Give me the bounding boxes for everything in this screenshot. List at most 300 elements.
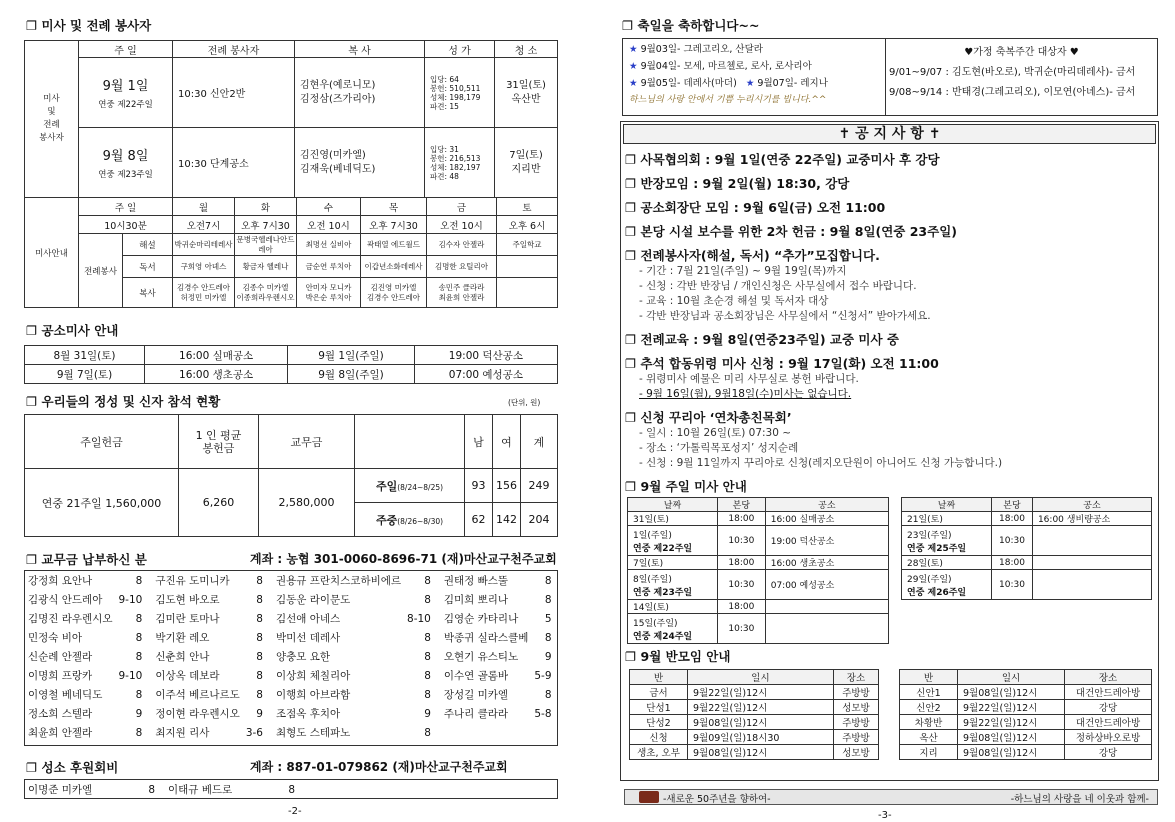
donor-month: 8 bbox=[256, 688, 263, 701]
role-cell: 김수자 안젤라 bbox=[427, 234, 497, 256]
donor-month: 8 bbox=[256, 593, 263, 606]
donor-name: 김명진 라우렌시오 bbox=[28, 613, 113, 625]
gongso-cell: 9월 7일(토) bbox=[25, 365, 145, 384]
donor-month: 8 bbox=[544, 688, 552, 701]
server-name: 김현우(예로니모) bbox=[300, 79, 376, 91]
donor-name bbox=[441, 723, 531, 742]
gongso-cell: 9월 1일(주일) bbox=[288, 346, 415, 365]
donor-month: 8 bbox=[424, 650, 431, 663]
star-icon: ★ bbox=[745, 78, 755, 89]
ban-head-row bbox=[630, 670, 879, 685]
ban-table-left bbox=[629, 669, 879, 760]
donor-name: 박종귀 실라스클베 bbox=[443, 632, 529, 644]
donor-month: 5-8 bbox=[534, 707, 552, 720]
gongso-mass-title: ❐ 공소미사 안내 bbox=[26, 323, 119, 338]
notice-heading: ❐ 전례교육 : 9월 8일(연중23주일) 교중 미사 중 bbox=[625, 332, 900, 347]
mass-day: 29일(주일) bbox=[907, 574, 952, 585]
family-title: ♥가정 축복주간 대상자 ♥ bbox=[964, 47, 1079, 58]
mass-day: 31일(토) bbox=[633, 515, 669, 525]
ban-head: 일시 bbox=[958, 670, 1065, 685]
donor-month: 8 bbox=[256, 612, 263, 625]
attend-val: 204 bbox=[521, 503, 558, 537]
gongso-table bbox=[24, 345, 558, 384]
role-cell: 안미자 모니카 박은순 루치아 bbox=[297, 278, 361, 308]
notice-heading: ❐ 사목협의회 : 9월 1일(연중 22주일) 교중미사 후 강당 bbox=[625, 152, 940, 167]
feast-item: 9월05일- 데레사(마더) bbox=[640, 78, 737, 89]
donor-name: 이명희 프랑카 bbox=[28, 670, 93, 682]
donor-row bbox=[25, 628, 562, 647]
mass-date bbox=[902, 526, 992, 556]
donor-row bbox=[25, 704, 562, 723]
mass-date bbox=[628, 512, 718, 526]
ban-place: 강당 bbox=[1065, 700, 1152, 715]
mass-sub: 연중 제24주일 bbox=[633, 631, 693, 642]
donor-month: 9-10 bbox=[118, 669, 143, 682]
ban-time: 9월22일(일)12시 bbox=[688, 700, 834, 715]
t2-day: 주 일 bbox=[79, 198, 173, 216]
donor-month: 8 bbox=[544, 593, 552, 606]
notice-title: ✝ 공 지 사 항 ✝ bbox=[623, 124, 1156, 144]
notice-line: - 교육 : 10월 초순경 해설 및 독서자 대상 bbox=[639, 295, 829, 307]
mass-guide bbox=[621, 495, 1158, 645]
star-icon: ★ bbox=[629, 44, 638, 55]
donor-row bbox=[25, 609, 562, 628]
t2-time: 오후 6시 bbox=[497, 216, 558, 234]
ban-title: ❐ 9월 반모임 안내 bbox=[625, 649, 731, 664]
ban-head: 장소 bbox=[833, 670, 878, 685]
feast-item: 9월03일- 그레고리오, 산달라 bbox=[640, 44, 763, 55]
ban-time: 9월08일(일)12시 bbox=[958, 730, 1065, 745]
role-cell bbox=[497, 278, 558, 308]
t2-time: 오전7시 bbox=[173, 216, 235, 234]
t1-head: 복 사 bbox=[295, 41, 425, 58]
t1-head: 주 일 bbox=[79, 41, 173, 58]
mass-gongso bbox=[1032, 526, 1151, 556]
attend-range: (8/24~8/25) bbox=[397, 482, 444, 492]
server-name: 김재욱(베네딕도) bbox=[300, 163, 376, 175]
mass-row bbox=[628, 570, 889, 600]
donor-name: 장성길 미카엘 bbox=[443, 689, 509, 701]
donor-row bbox=[25, 685, 562, 704]
ban-name: 차황반 bbox=[900, 715, 958, 730]
service-time: 10:30 신안2반 bbox=[173, 58, 295, 128]
mass-main-time: 10:30 bbox=[992, 570, 1033, 600]
mass-day: 14일(토) bbox=[633, 603, 669, 613]
mass-gongso bbox=[1032, 570, 1151, 600]
donor-month: 8 bbox=[135, 574, 143, 587]
ban-table-right bbox=[899, 669, 1152, 760]
donor-name: 김미란 토마나 bbox=[155, 613, 220, 625]
attend-range: (8/26~8/30) bbox=[397, 516, 444, 526]
server-name: 김진영(미카엘) bbox=[300, 149, 366, 161]
ban-head: 반 bbox=[630, 670, 688, 685]
t1-head: 청 소 bbox=[495, 41, 558, 58]
attend-val: 249 bbox=[521, 469, 558, 503]
donor-month: 8 bbox=[135, 612, 143, 625]
donor-month: 8 bbox=[135, 726, 143, 739]
ban-time: 9월08일(일)12시 bbox=[958, 685, 1065, 700]
donor-name: 권용규 프란치스코하비에르 bbox=[275, 575, 402, 587]
page-number-left: -2- bbox=[288, 806, 302, 817]
t3-head: 남 bbox=[465, 415, 493, 469]
mass-head: 날짜 bbox=[628, 498, 718, 512]
mass-main-time: 18:00 bbox=[992, 556, 1033, 570]
mass-date bbox=[628, 614, 718, 644]
ban-row bbox=[900, 700, 1152, 715]
role-cell: 이갑년소화데레사 bbox=[361, 256, 427, 278]
gongso-row bbox=[25, 346, 558, 365]
role-label: 해설 bbox=[123, 234, 173, 256]
t1-head: 성 가 bbox=[425, 41, 495, 58]
notice-line: - 장소 : ‘가톨릭목포성지’ 성지순례 bbox=[639, 442, 799, 454]
mass-date bbox=[628, 526, 718, 556]
role-cell: 김진영 미카엘 김경수 안드레아 bbox=[361, 278, 427, 308]
mass-main-time: 10:30 bbox=[718, 614, 766, 644]
ban-time: 9월22일(일)12시 bbox=[688, 685, 834, 700]
t2-day: 화 bbox=[235, 198, 297, 216]
mass-row bbox=[902, 570, 1152, 600]
donor-month: 9 bbox=[424, 707, 431, 720]
role-cell: 금순연 루치아 bbox=[297, 256, 361, 278]
role-cell: 박귀순마리테레사 bbox=[173, 234, 235, 256]
ban-place: 주방방 bbox=[833, 685, 878, 700]
t3-head bbox=[355, 415, 465, 469]
notice-heading: ❐ 본당 시설 보수를 위한 2차 헌금 : 9월 8일(연중 23주일) bbox=[625, 224, 957, 239]
altar-servers bbox=[295, 128, 425, 198]
mass-sub: 연중 제23주일 bbox=[633, 587, 693, 598]
donor-month: 3-6 bbox=[245, 726, 263, 739]
attend-label: 주중 bbox=[375, 513, 398, 527]
donor-month: 8 bbox=[424, 631, 431, 644]
gongso-row bbox=[25, 365, 558, 384]
family-box bbox=[885, 38, 1158, 116]
ban-time: 9월22일(일)12시 bbox=[958, 700, 1065, 715]
mass-gongso bbox=[1032, 556, 1151, 570]
ban-row bbox=[900, 745, 1152, 760]
role-cell: 김명한 요틸리아 bbox=[427, 256, 497, 278]
footer-right: -하느님의 사랑을 네 이웃과 함께- bbox=[1010, 794, 1149, 805]
family-item: 9/08~9/14 : 반태경(그레고리오), 이모연(아녜스)- 금서 bbox=[889, 87, 1136, 98]
mass-head-row bbox=[628, 498, 889, 512]
donor-month: 8 bbox=[424, 574, 431, 587]
role-cell: 황금자 헬레나 bbox=[235, 256, 297, 278]
ban-name: 옥산 bbox=[900, 730, 958, 745]
star-icon: ★ bbox=[629, 78, 638, 89]
mass-day: 28일(토) bbox=[907, 559, 943, 569]
role-cell bbox=[497, 256, 558, 278]
mass-main-time: 10:30 bbox=[992, 526, 1033, 556]
donor-name: 김도현 바오로 bbox=[155, 594, 220, 606]
ban-row bbox=[630, 730, 879, 745]
mass-gongso: 16:00 생비량공소 bbox=[1032, 512, 1151, 526]
mass-row bbox=[902, 526, 1152, 556]
sponsor-name: 이태규 베드로 bbox=[168, 784, 233, 796]
t2-group-label: 전례봉사 bbox=[79, 234, 123, 308]
donor-row bbox=[25, 590, 562, 609]
donor-name: 이영철 베네딕도 bbox=[28, 689, 103, 701]
footer-bar bbox=[624, 789, 1158, 805]
notice-heading: ❐ 전례봉사자(해설, 독서) “추가”모집합니다. bbox=[625, 248, 880, 263]
t3-head: 여 bbox=[493, 415, 521, 469]
mass-gongso: 16:00 실매공소 bbox=[765, 512, 888, 526]
role-cell: 송민주 클라라 최윤희 안젤라 bbox=[427, 278, 497, 308]
ban-place: 주방방 bbox=[833, 730, 878, 745]
donor-month: 8 bbox=[424, 726, 431, 739]
role-cell: 김종수 미카엘 이종희라우렌시오 bbox=[235, 278, 297, 308]
offering-unit: (단위, 원) bbox=[508, 398, 541, 407]
donor-month: 9 bbox=[256, 707, 263, 720]
donor-name: 신순례 안젤라 bbox=[28, 651, 93, 663]
donor-month: 8-10 bbox=[407, 612, 431, 625]
donor-month: 8 bbox=[135, 688, 143, 701]
donor-name: 김미희 뽀리나 bbox=[443, 594, 509, 606]
ban-place: 정하상바오로방 bbox=[1065, 730, 1152, 745]
t2-day: 금 bbox=[427, 198, 497, 216]
mass-gongso: 16:00 생초공소 bbox=[765, 556, 888, 570]
mass-row bbox=[628, 556, 889, 570]
sponsor-title: ❐ 성소 후원회비 bbox=[26, 760, 119, 775]
altar-servers bbox=[295, 58, 425, 128]
gongso-cell: 8월 31일(토) bbox=[25, 346, 145, 365]
mass-table-right bbox=[901, 497, 1152, 600]
mass-day: 21일(토) bbox=[907, 515, 943, 525]
mass-gongso: 07:00 예성공소 bbox=[765, 570, 888, 600]
gongso-cell: 16:00 실매공소 bbox=[145, 346, 288, 365]
ban-name: 신안1 bbox=[900, 685, 958, 700]
mass-guide-title: ❐ 9월 주일 미사 안내 bbox=[625, 479, 747, 494]
feast-title: ❐ 축일을 축하합니다~~ bbox=[622, 18, 760, 33]
donor-name: 최형도 스테파노 bbox=[275, 727, 351, 739]
role-cell: 문병국헬레나안드레아 bbox=[235, 234, 297, 256]
notice-line: - 신청 : 9월 11일까지 꾸리아로 신청(레지오단원이 아니어도 신청 가능합니다.) bbox=[639, 457, 1003, 469]
date-main: 9월 1일 bbox=[102, 79, 149, 94]
ban-place: 주방방 bbox=[833, 715, 878, 730]
mass-main-time: 10:30 bbox=[718, 570, 766, 600]
star-icon: ★ bbox=[629, 61, 638, 72]
donor-row bbox=[25, 723, 562, 742]
mass-main-time: 18:00 bbox=[718, 512, 766, 526]
t2-time: 10시30분 bbox=[79, 216, 173, 234]
donor-name: 권태정 빠스뚤 bbox=[443, 575, 509, 587]
notice-heading: ❐ 반장모임 : 9월 2일(월) 18:30, 강당 bbox=[625, 176, 850, 191]
t2-side-label: 미사안내 bbox=[25, 198, 79, 308]
feast-item: 9월04일- 모세, 마르첼로, 로사, 로사리아 bbox=[640, 61, 812, 72]
donor-name: 이행희 아브라함 bbox=[275, 689, 351, 701]
mass-sub: 연중 제26주일 bbox=[907, 587, 967, 598]
hymns: 입당: 31 봉헌: 216,513 성체: 182,197 파견: 48 bbox=[425, 128, 495, 198]
ban-name: 금서 bbox=[630, 685, 688, 700]
gongso-cell: 19:00 덕산공소 bbox=[414, 346, 557, 365]
donor-name: 구진유 도미니카 bbox=[155, 575, 230, 587]
mass-day: 23일(주일) bbox=[907, 530, 952, 541]
notice-heading: ❐ 공소회장단 모임 : 9월 6일(금) 오전 11:00 bbox=[625, 200, 886, 215]
mass-gongso: 19:00 덕산공소 bbox=[765, 526, 888, 556]
donor-name: 박미선 데레사 bbox=[275, 632, 341, 644]
service-date bbox=[79, 58, 173, 128]
donor-name: 민정숙 비아 bbox=[28, 632, 83, 644]
mass-head-row bbox=[902, 498, 1152, 512]
donor-name: 강정희 요안나 bbox=[28, 575, 93, 587]
logo-icon bbox=[639, 791, 659, 803]
t3-head: 계 bbox=[521, 415, 558, 469]
donor-month bbox=[531, 723, 561, 742]
mass-row bbox=[628, 614, 889, 644]
mass-main-time: 18:00 bbox=[992, 512, 1033, 526]
mass-head: 공소 bbox=[765, 498, 888, 512]
mass-day: 8일(주일) bbox=[633, 574, 672, 585]
role-label: 복사 bbox=[123, 278, 173, 308]
t2-time: 오전 10시 bbox=[297, 216, 361, 234]
donor-month: 8 bbox=[544, 631, 552, 644]
feast-message: 하느님의 사랑 안에서 기쁨 누리시기를 빕니다.^^ bbox=[629, 95, 827, 105]
donor-name: 이상희 체칠리아 bbox=[275, 670, 351, 682]
donor-month: 8 bbox=[256, 650, 263, 663]
gongso-cell: 07:00 예성공소 bbox=[414, 365, 557, 384]
donor-month: 5 bbox=[544, 612, 552, 625]
donor-month: 5-9 bbox=[534, 669, 552, 682]
donor-month: 9-10 bbox=[118, 593, 143, 606]
family-item: 9/01~9/07 : 김도현(바오로), 박귀순(마리데레사)- 금서 bbox=[889, 67, 1136, 78]
ban-time: 9월08일(일)12시 bbox=[688, 745, 834, 760]
donor-name: 정소희 스텔라 bbox=[28, 708, 93, 720]
donor-name: 최윤희 안젤라 bbox=[28, 727, 93, 739]
donor-month: 8 bbox=[424, 669, 431, 682]
mass-row bbox=[902, 512, 1152, 526]
ban-name: 신안2 bbox=[900, 700, 958, 715]
donor-name: 오현기 유스티노 bbox=[443, 651, 519, 663]
mass-gongso bbox=[765, 614, 888, 644]
mass-main-time: 18:00 bbox=[718, 556, 766, 570]
date-sub: 연중 제22주일 bbox=[98, 100, 153, 110]
t2-time: 오후 7시30 bbox=[235, 216, 297, 234]
sponsor-name: 이명준 미카엘 bbox=[28, 784, 93, 796]
mass-row bbox=[628, 526, 889, 556]
mass-gongso bbox=[765, 600, 888, 614]
t2-day: 토 bbox=[497, 198, 558, 216]
notice-line: - 기간 : 7월 21일(주일) ~ 9월 19일(목)까지 bbox=[639, 265, 847, 277]
ban-row bbox=[630, 715, 879, 730]
role-label: 독서 bbox=[123, 256, 173, 278]
t1-head: 전례 봉사자 bbox=[173, 41, 295, 58]
mass-main-time: 10:30 bbox=[718, 526, 766, 556]
notice-line: - 일시 : 10월 26일(토) 07:30 ~ bbox=[639, 427, 792, 439]
ban-row bbox=[900, 715, 1152, 730]
date-main: 9월 8일 bbox=[102, 149, 149, 164]
role-cell: 구희영 아녜스 bbox=[173, 256, 235, 278]
donor-month: 8 bbox=[544, 574, 552, 587]
donor-month: 9 bbox=[135, 707, 143, 720]
attend-sunday-label bbox=[355, 469, 465, 503]
donor-month: 8 bbox=[135, 650, 143, 663]
ban-row bbox=[630, 685, 879, 700]
attend-val: 62 bbox=[465, 503, 493, 537]
service-time: 10:30 단계공소 bbox=[173, 128, 295, 198]
offering-title: ❐ 우리들의 정성 및 신자 참석 현황 bbox=[26, 394, 221, 409]
mass-main-time: 18:00 bbox=[718, 600, 766, 614]
date-sub: 연중 제23주일 bbox=[98, 170, 153, 180]
donors-title: ❐ 교무금 납부하신 분 bbox=[26, 552, 147, 567]
donor-name: 주나리 클라라 bbox=[443, 708, 509, 720]
ban-name: 지리 bbox=[900, 745, 958, 760]
mass-table-left bbox=[627, 497, 889, 644]
t2-day: 수 bbox=[297, 198, 361, 216]
notice-heading: ❐ 신청 꾸리아 ‘연차총친목회’ bbox=[625, 410, 792, 425]
ban-name: 생초, 오부 bbox=[630, 745, 688, 760]
donor-name: 김선애 아네스 bbox=[275, 613, 341, 625]
mass-date bbox=[628, 600, 718, 614]
mass-row bbox=[628, 512, 889, 526]
gongso-cell: 9월 8일(주일) bbox=[288, 365, 415, 384]
ban-name: 신청 bbox=[630, 730, 688, 745]
donor-list bbox=[24, 570, 558, 746]
t3-head: 주일헌금 bbox=[25, 415, 179, 469]
donor-name: 이수연 골롬바 bbox=[443, 670, 509, 682]
notice-box bbox=[620, 121, 1159, 781]
ban-time: 9월08일(일)12시 bbox=[958, 745, 1065, 760]
ban-row bbox=[900, 685, 1152, 700]
sponsor-month: 8 bbox=[148, 783, 155, 796]
attend-week-label bbox=[355, 503, 465, 537]
donor-name: 이상옥 데보라 bbox=[155, 670, 220, 682]
edu-offering: 2,580,000 bbox=[259, 469, 355, 537]
donor-month: 8 bbox=[256, 631, 263, 644]
mass-date bbox=[628, 570, 718, 600]
notice-heading: ❐ 추석 합동위령 미사 신청 : 9월 17일(화) 오전 11:00 bbox=[625, 356, 939, 371]
volunteer-table bbox=[24, 40, 558, 308]
mass-day: 7일(토) bbox=[633, 559, 664, 569]
donor-month: 9 bbox=[544, 650, 552, 663]
ban-time: 9월22일(일)12시 bbox=[958, 715, 1065, 730]
mass-day: 15일(주일) bbox=[633, 618, 678, 629]
t2-time: 오후 7시30 bbox=[361, 216, 427, 234]
t2-day: 목 bbox=[361, 198, 427, 216]
notice-list bbox=[621, 150, 1158, 471]
t3-head: 1 인 평균 봉헌금 bbox=[179, 415, 259, 469]
donor-name: 정이현 라우렌시오 bbox=[155, 708, 240, 720]
donor-name: 김영순 카타리나 bbox=[443, 613, 519, 625]
donor-month: 8 bbox=[424, 688, 431, 701]
sponsor-account: 계좌 : 887-01-079862 (재)마산교구천주교회 bbox=[250, 760, 508, 774]
feast-item: 9월07일- 레지나 bbox=[757, 78, 828, 89]
mass-volunteers-title: ❐ 미사 및 전례 봉사자 bbox=[26, 18, 152, 33]
role-cell: 주일학교 bbox=[497, 234, 558, 256]
t2-time: 오전 10시 bbox=[427, 216, 497, 234]
ban-head: 반 bbox=[900, 670, 958, 685]
avg-offering: 6,260 bbox=[179, 469, 259, 537]
mass-head: 공소 bbox=[1032, 498, 1151, 512]
mass-head: 본당 bbox=[718, 498, 766, 512]
ban-name: 단성2 bbox=[630, 715, 688, 730]
donor-name: 양충모 요한 bbox=[275, 651, 331, 663]
mass-sub: 연중 제22주일 bbox=[633, 543, 693, 554]
donor-month: 8 bbox=[424, 593, 431, 606]
attend-val: 93 bbox=[465, 469, 493, 503]
ban-name: 단성1 bbox=[630, 700, 688, 715]
donor-month: 8 bbox=[256, 574, 263, 587]
t1-side-label: 미사 및 전례 봉사자 bbox=[25, 41, 79, 198]
donor-name: 최지원 리사 bbox=[155, 727, 210, 739]
ban-place: 성모방 bbox=[833, 745, 878, 760]
donor-name: 김동운 라이문도 bbox=[275, 594, 351, 606]
donor-name: 신춘희 안나 bbox=[155, 651, 210, 663]
mass-row bbox=[902, 556, 1152, 570]
mass-date bbox=[902, 512, 992, 526]
attend-label: 주일 bbox=[375, 479, 398, 493]
donor-name: 이주석 베르나르도 bbox=[155, 689, 240, 701]
donor-row bbox=[25, 647, 562, 666]
notice-line: - 9월 16일(월), 9월18일(수)미사는 없습니다. bbox=[639, 388, 852, 400]
t2-day: 월 bbox=[173, 198, 235, 216]
